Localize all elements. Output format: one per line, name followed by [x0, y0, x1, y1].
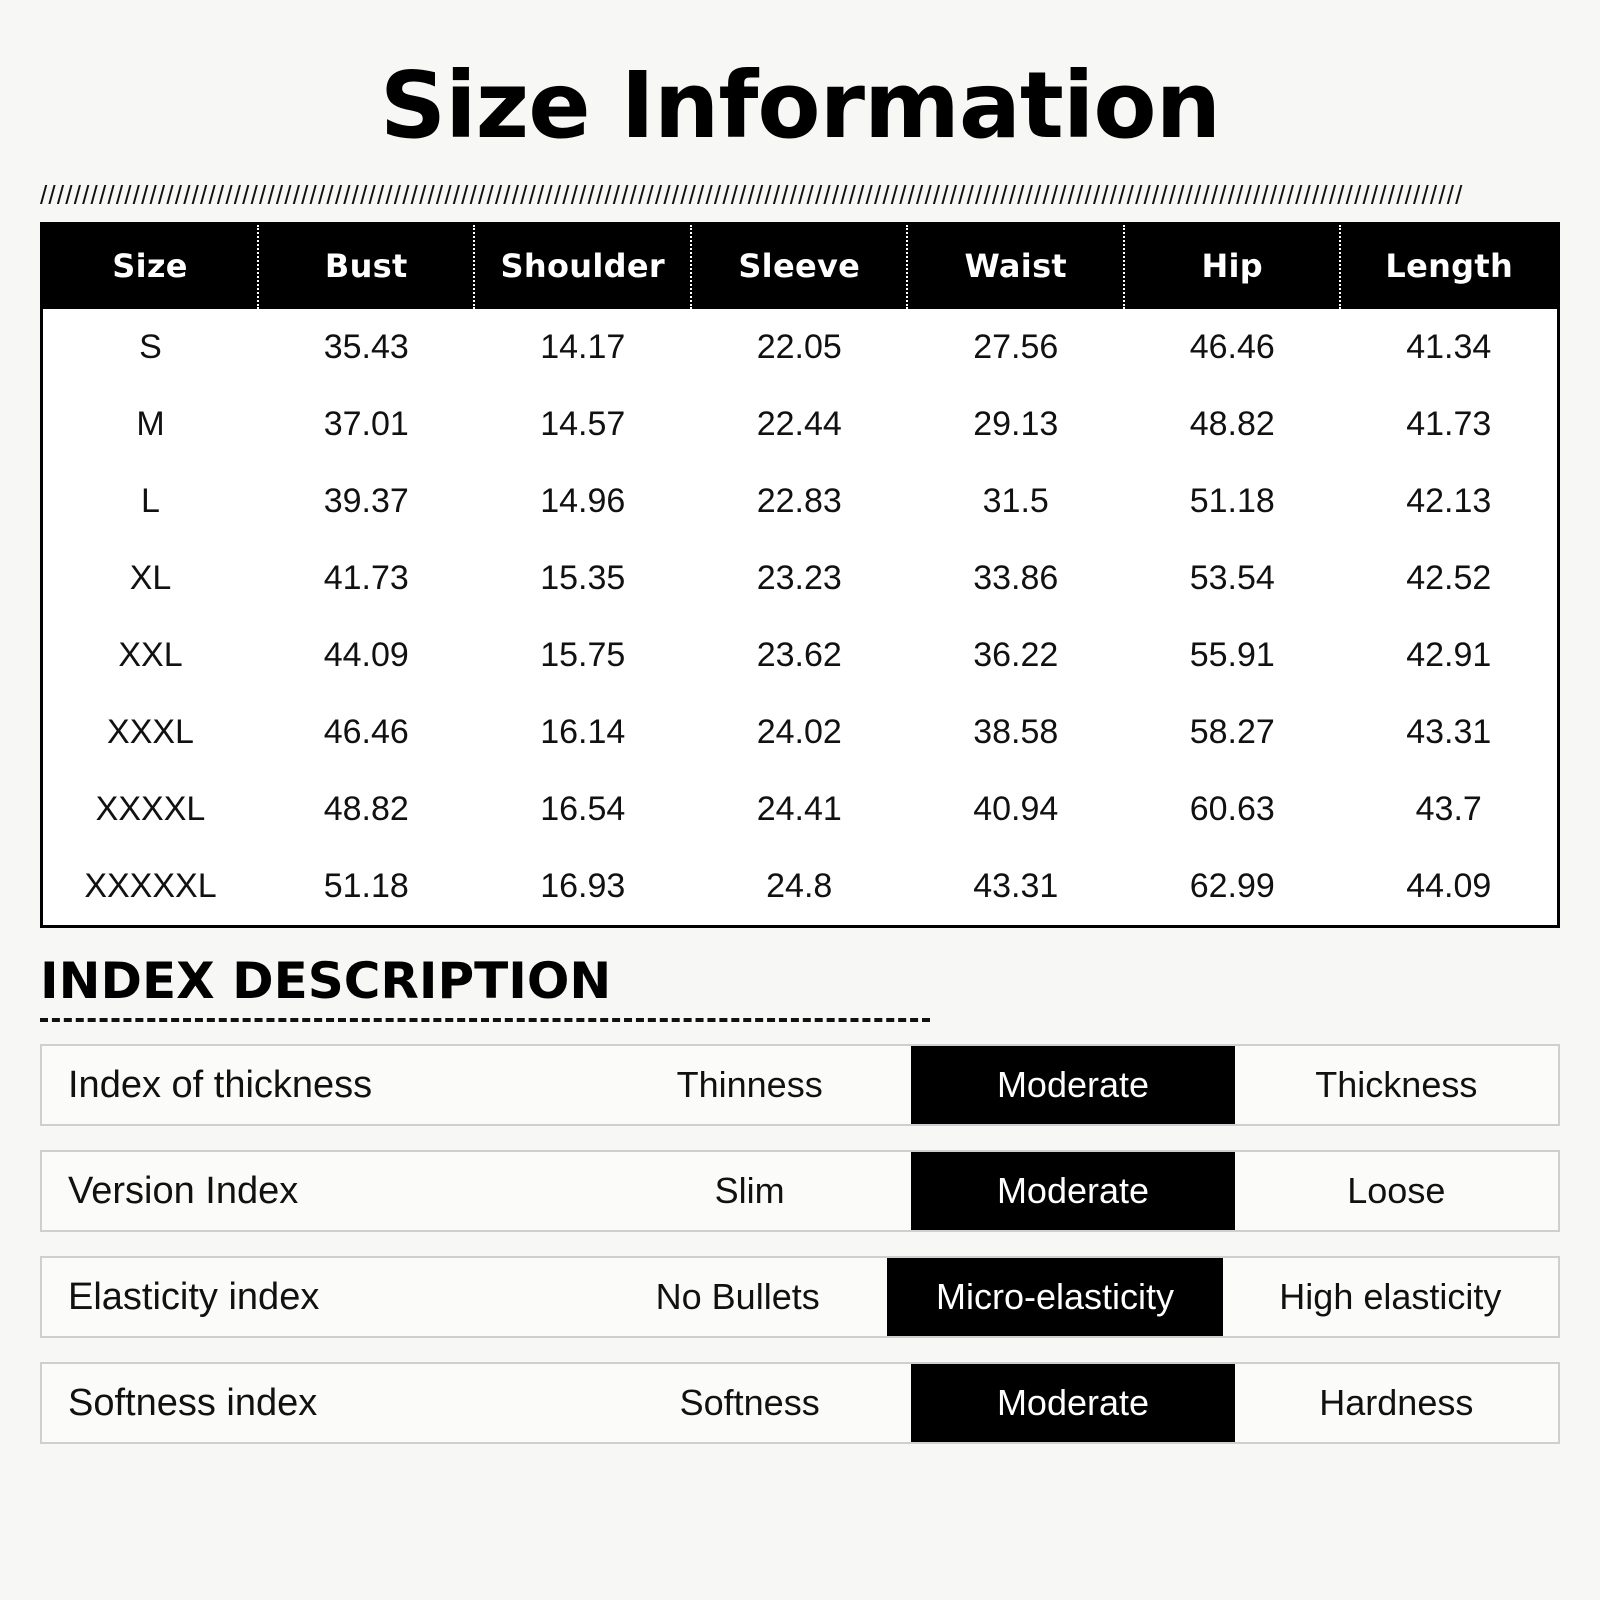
measurement-cell: 38.58 [907, 694, 1124, 771]
measurement-cell: 23.23 [691, 540, 908, 617]
measurement-cell: 37.01 [258, 386, 475, 463]
measurement-cell: 27.56 [907, 309, 1124, 386]
measurement-cell: 58.27 [1124, 694, 1341, 771]
measurement-cell: 16.93 [474, 848, 691, 925]
measurement-cell: 23.62 [691, 617, 908, 694]
measurement-cell: 29.13 [907, 386, 1124, 463]
size-label-cell: XXXXL [43, 771, 258, 848]
table-row [43, 463, 1557, 540]
measurement-cell: 41.73 [258, 540, 475, 617]
measurement-cell: 24.41 [691, 771, 908, 848]
table-row [43, 848, 1557, 925]
column-header-length: Length [1340, 225, 1557, 309]
measurement-cell: 22.83 [691, 463, 908, 540]
measurement-cell: 15.35 [474, 540, 691, 617]
measurement-cell: 31.5 [907, 463, 1124, 540]
size-label-cell: XXXXXL [43, 848, 258, 925]
measurement-cell: 15.75 [474, 617, 691, 694]
index-row [40, 1150, 1560, 1232]
measurement-cell: 48.82 [258, 771, 475, 848]
index-row [40, 1044, 1560, 1126]
column-header-hip: Hip [1124, 225, 1341, 309]
measurement-cell: 22.44 [691, 386, 908, 463]
measurement-cell: 55.91 [1124, 617, 1341, 694]
measurement-cell: 16.14 [474, 694, 691, 771]
size-label-cell: XXXL [43, 694, 258, 771]
table-row [43, 386, 1557, 463]
table-row [43, 771, 1557, 848]
measurement-cell: 46.46 [258, 694, 475, 771]
index-description-rows [40, 1044, 1560, 1444]
measurement-cell: 42.13 [1340, 463, 1557, 540]
index-option[interactable]: Thinness [676, 1064, 823, 1105]
measurement-cell: 41.34 [1340, 309, 1557, 386]
measurement-cell: 42.91 [1340, 617, 1557, 694]
size-label-cell: XXL [43, 617, 258, 694]
index-option[interactable]: Thickness [1315, 1064, 1478, 1105]
column-header-bust: Bust [258, 225, 475, 309]
measurement-cell: 14.57 [474, 386, 691, 463]
measurement-cell: 43.31 [907, 848, 1124, 925]
page-title: Size Information [379, 52, 1221, 159]
measurement-cell: 51.18 [258, 848, 475, 925]
index-option[interactable]: Loose [1347, 1170, 1446, 1211]
index-description-heading: INDEX DESCRIPTION [40, 952, 612, 1010]
measurement-cell: 22.05 [691, 309, 908, 386]
measurement-cell: 46.46 [1124, 309, 1341, 386]
measurement-cell: 36.22 [907, 617, 1124, 694]
measurement-cell: 42.52 [1340, 540, 1557, 617]
measurement-cell: 41.73 [1340, 386, 1557, 463]
index-row-label: Softness index [68, 1381, 318, 1424]
index-option-selected[interactable]: Moderate [911, 1046, 1234, 1124]
column-header-sleeve: Sleeve [691, 225, 908, 309]
measurement-cell: 33.86 [907, 540, 1124, 617]
measurement-cell: 14.17 [474, 309, 691, 386]
measurement-cell: 51.18 [1124, 463, 1341, 540]
size-label-cell: XL [43, 540, 258, 617]
index-option[interactable]: Hardness [1319, 1382, 1474, 1423]
measurement-cell: 60.63 [1124, 771, 1341, 848]
measurement-cell: 62.99 [1124, 848, 1341, 925]
table-row [43, 540, 1557, 617]
column-header-shoulder: Shoulder [474, 225, 691, 309]
index-option[interactable]: High elasticity [1279, 1276, 1502, 1317]
measurement-cell: 40.94 [907, 771, 1124, 848]
index-option-selected[interactable]: Moderate [911, 1364, 1234, 1442]
measurement-cell: 16.54 [474, 771, 691, 848]
index-row [40, 1362, 1560, 1444]
measurement-cell: 24.02 [691, 694, 908, 771]
measurement-cell: 43.7 [1340, 771, 1557, 848]
size-label-cell: M [43, 386, 258, 463]
index-option[interactable]: Softness [679, 1382, 820, 1423]
size-label-cell: S [43, 309, 258, 386]
table-header-row [43, 225, 1557, 309]
index-option-selected[interactable]: Moderate [911, 1152, 1234, 1230]
index-option[interactable]: Slim [714, 1170, 785, 1211]
table-row [43, 309, 1557, 386]
dashed-divider [40, 1018, 930, 1022]
size-chart-body [43, 309, 1557, 925]
measurement-cell: 35.43 [258, 309, 475, 386]
measurement-cell: 14.96 [474, 463, 691, 540]
column-header-waist: Waist [907, 225, 1124, 309]
slash-divider: ///////////////////////////////////////////////////////////////////////////////////////////////////////////////////////////////////////////////////////////////////////// [40, 182, 1464, 208]
table-row [43, 694, 1557, 771]
index-row-label: Elasticity index [68, 1275, 320, 1318]
measurement-cell: 48.82 [1124, 386, 1341, 463]
index-option[interactable]: No Bullets [655, 1276, 820, 1317]
index-option-selected[interactable]: Micro-elasticity [887, 1258, 1222, 1336]
measurement-cell: 24.8 [691, 848, 908, 925]
measurement-cell: 43.31 [1340, 694, 1557, 771]
index-row [40, 1256, 1560, 1338]
index-row-label: Index of thickness [68, 1063, 373, 1106]
measurement-cell: 44.09 [1340, 848, 1557, 925]
size-chart-table-container [40, 222, 1560, 928]
table-row [43, 617, 1557, 694]
size-chart-header [43, 225, 1557, 309]
size-label-cell: L [43, 463, 258, 540]
index-row-label: Version Index [68, 1169, 299, 1212]
size-chart-table [43, 225, 1557, 925]
measurement-cell: 44.09 [258, 617, 475, 694]
column-header-size: Size [43, 225, 258, 309]
measurement-cell: 53.54 [1124, 540, 1341, 617]
measurement-cell: 39.37 [258, 463, 475, 540]
